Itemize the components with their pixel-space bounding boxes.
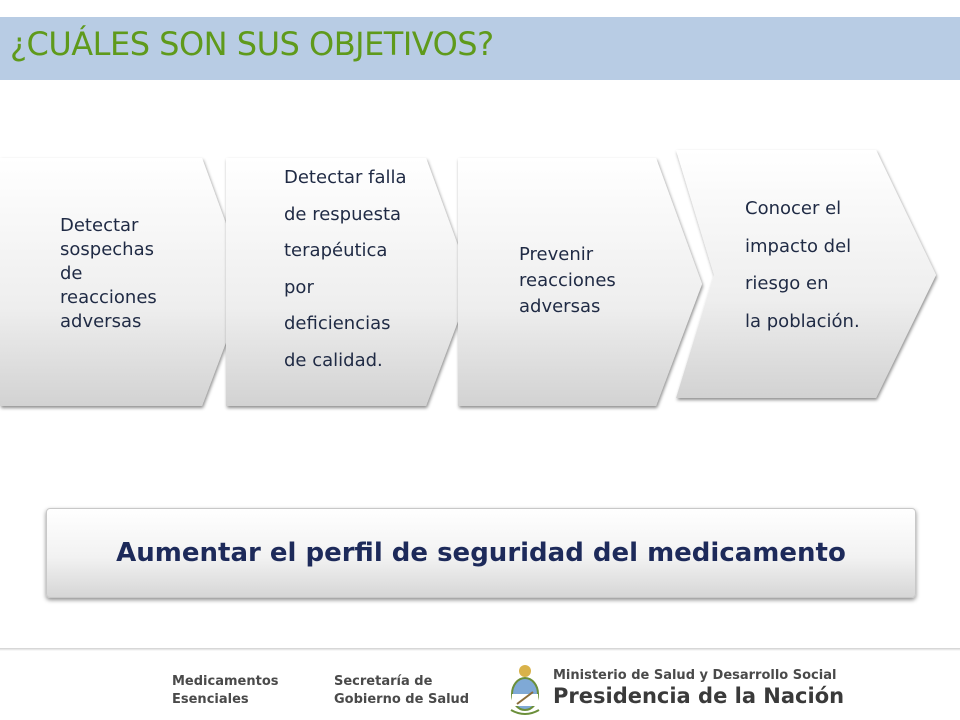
title-bar [0, 17, 960, 80]
footer-presidency: Presidencia de la Nación [553, 684, 845, 708]
goal-text: Aumentar el perfil de seguridad del medicamento [116, 538, 846, 568]
step-1-text: Detectar sospechas de reacciones adversas [60, 215, 157, 332]
footer-divider [0, 648, 960, 651]
national-seal-icon [505, 662, 545, 718]
footer-brand-secretaria: Secretaría de Gobierno de Salud [334, 674, 470, 707]
step-3-text: Prevenir reacciones adversas [519, 244, 616, 317]
step-4-text: Conocer el impacto del riesgo en la población. [745, 198, 860, 332]
step-2-text: Detectar falla de respuesta terapéutica por deficiencias de calidad. [284, 167, 407, 371]
page-title: ¿CUÁLES SON SUS OBJETIVOS? [10, 25, 494, 63]
goal-box [46, 508, 916, 598]
footer-brand-medicamentos: Medicamentos Esenciales [172, 674, 279, 707]
footer-ministry: Ministerio de Salud y Desarrollo Social [553, 668, 837, 683]
